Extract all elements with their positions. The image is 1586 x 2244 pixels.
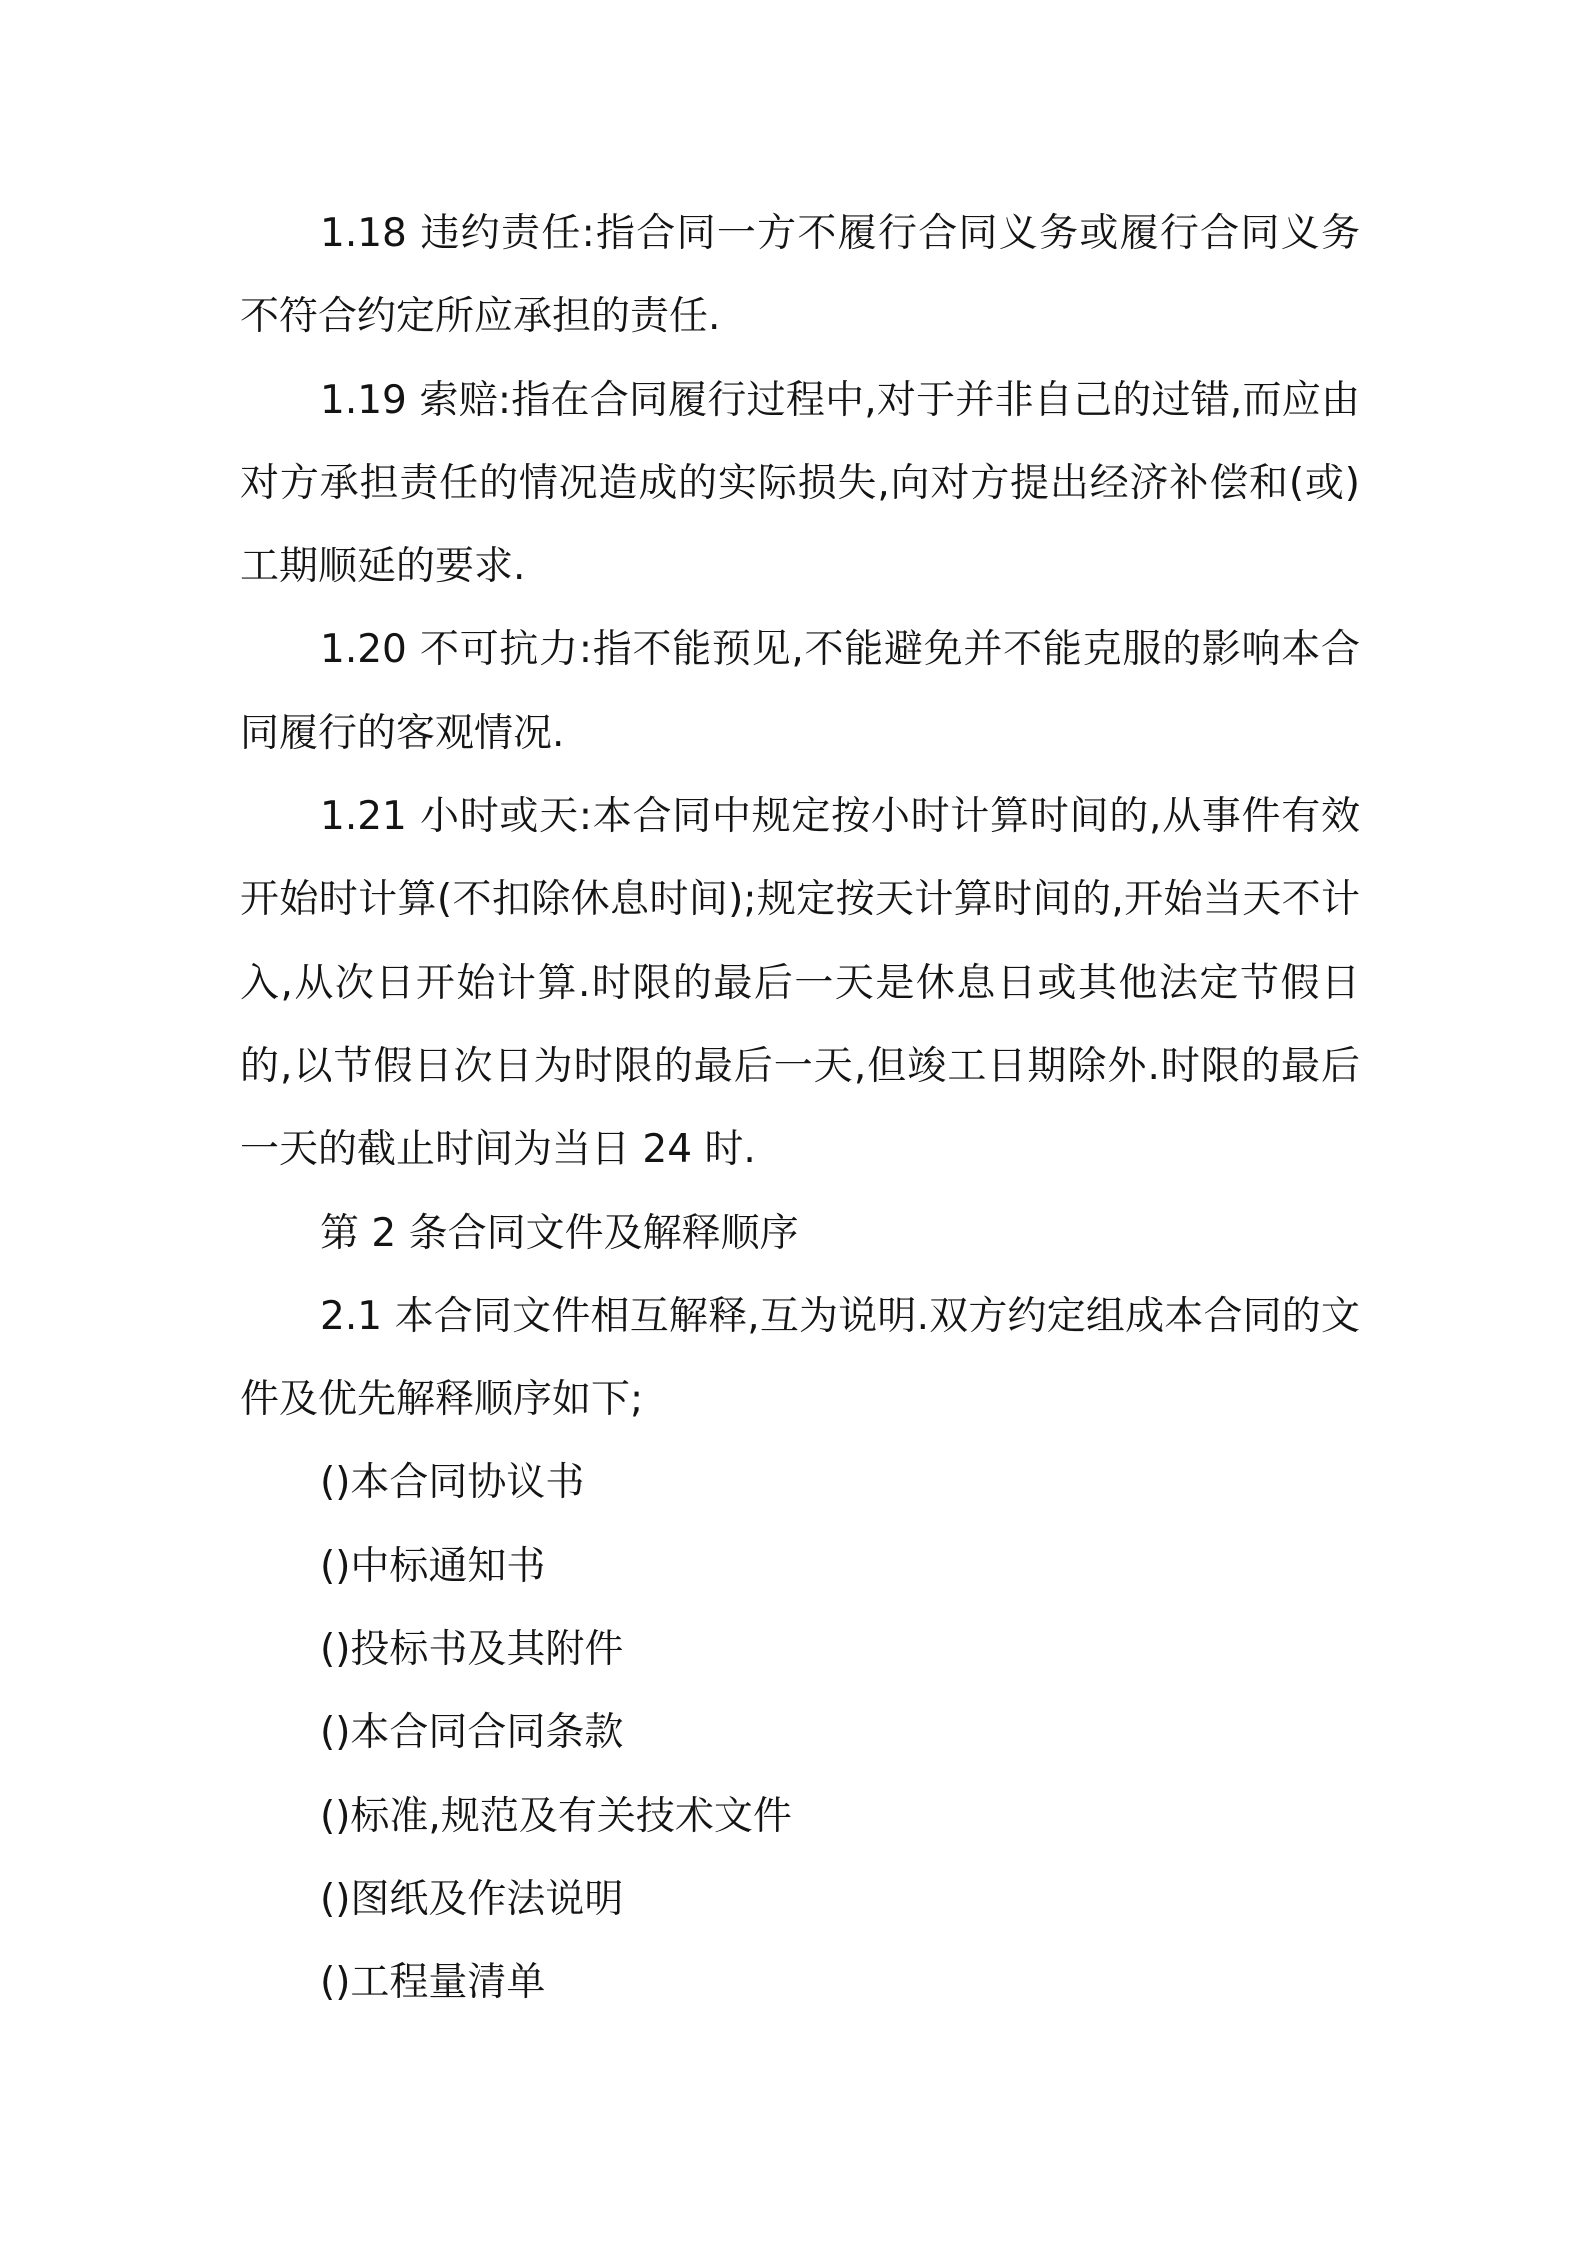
- clause-2-1-paragraph: 2.1 本合同文件相互解释,互为说明.双方约定组成本合同的文件及优先解释顺序如下;: [240, 1293, 1360, 1423]
- document-list: [240, 1441, 1360, 2024]
- list-item: ()工程量清单: [320, 1960, 546, 2006]
- clause-1-18-paragraph: 1.18 违约责任:指合同一方不履行合同义务或履行合同义务不符合约定所应承担的责任.: [240, 211, 1360, 340]
- list-item: ()标准,规范及有关技术文件: [320, 1793, 792, 1839]
- clause-1-21-paragraph: 1.21 小时或天:本合同中规定按小时计算时间的,从事件有效开始时计算(不扣除休息时间);规定按天计算时间的,开始当天不计入,从次日开始计算.时限的最后一天是休息日或其他法定节假日的,以节假日次日为时限的最后一天,但竣工日期除外.时限的最后一天的截止时间为当日 24 时.: [240, 794, 1360, 1173]
- list-item: ()投标书及其附件: [320, 1627, 624, 1673]
- list-item: ()图纸及作法说明: [320, 1876, 624, 1922]
- article-2-heading: 第 2 条合同文件及解释顺序: [320, 1210, 799, 1256]
- list-item: ()本合同协议书: [320, 1460, 585, 1506]
- document-body: [240, 192, 1360, 2025]
- list-item: ()中标通知书: [320, 1543, 546, 1589]
- clause-1-19-paragraph: 1.19 索赔:指在合同履行过程中,对于并非自己的过错,而应由对方承担责任的情况造成的实际损失,向对方提出经济补偿和(或)工期顺延的要求.: [240, 377, 1360, 590]
- clause-1-20-paragraph: 1.20 不可抗力:指不能预见,不能避免并不能克服的影响本合同履行的客观情况.: [240, 627, 1360, 756]
- list-item: ()本合同合同条款: [320, 1710, 624, 1756]
